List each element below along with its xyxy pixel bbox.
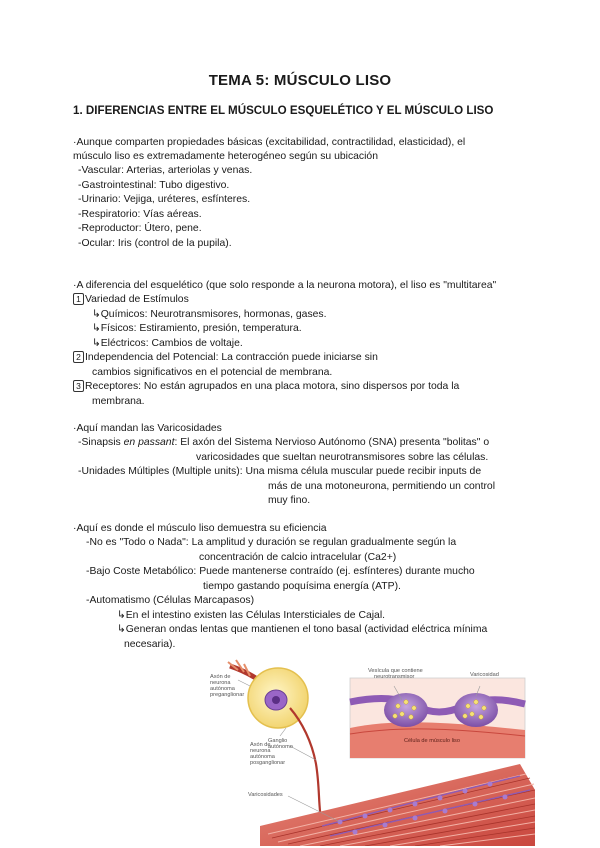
label-preganglionic: neurona <box>210 680 231 686</box>
cost-line-2: tiempo gastando poquísima energía (ATP). <box>203 581 401 592</box>
list-item-3 <box>73 380 459 394</box>
label-ganglion: autónomo <box>268 744 293 750</box>
units-line-3: muy fino. <box>268 495 311 506</box>
cajal-line: ↳En el intestino existen las Células Intersticiales de Cajal. <box>117 610 386 621</box>
number-box-1: 1 <box>73 293 84 305</box>
number-box-3: 3 <box>73 380 84 392</box>
stimulus-item: ↳Físicos: Estiramiento, presión, temperatura. <box>92 323 302 334</box>
label-postganglionic: neurona <box>250 748 271 754</box>
units-line-2: más de una motoneurona, permitiendo un control <box>268 481 496 492</box>
label-varicosity: Varicosidad <box>470 672 499 678</box>
slow-waves-line-2: necesaria). <box>124 639 176 650</box>
synapse-italic: en passant <box>123 437 175 448</box>
list-item-1 <box>73 293 189 307</box>
multitask-intro: ·A diferencia del esquelético (que solo responde a la neurona motora), el liso es "multitarea" <box>73 280 497 291</box>
label-vesicle: Vesícula que contiene <box>368 668 423 674</box>
synapse-prefix: -Sinapsis <box>78 437 124 448</box>
label-varicosities: Varicosidades <box>248 792 283 798</box>
label-postganglionic: autónoma <box>250 754 275 760</box>
all-or-none-line-1: -No es "Todo o Nada": La amplitud y duración se regulan gradualmente según la <box>86 537 457 548</box>
label-vesicle: neurotransmisor <box>374 674 415 680</box>
number-box-2: 2 <box>73 351 84 363</box>
all-or-none-line-2: concentración de calcio intracelular (Ca2+) <box>199 552 397 563</box>
page-title: TEMA 5: MÚSCULO LISO <box>208 72 392 89</box>
label-smooth-muscle-cell: Célula de músculo liso <box>404 738 460 744</box>
stimulus-item: ↳Químicos: Neurotransmisores, hormonas, gases. <box>92 309 327 320</box>
location-item: -Gastrointestinal: Tubo digestivo. <box>78 180 230 191</box>
location-item: -Urinario: Vejiga, uréteres, esfínteres. <box>78 194 251 205</box>
postganglionic-axon <box>290 708 322 826</box>
section-heading: 1. DIFERENCIAS ENTRE EL MÚSCULO ESQUELÉTICO Y EL MÚSCULO LISO <box>73 104 494 117</box>
intro-line-2: músculo liso es extremadamente heterogéneo según su ubicación <box>73 151 378 162</box>
label-postganglionic: posganglionar <box>250 760 286 766</box>
synapse-line-2: varicosidades que sueltan neurotransmisores sobre las células. <box>196 452 489 463</box>
label-preganglionic: Axón de <box>210 674 231 680</box>
list-item-2 <box>73 351 378 365</box>
location-item: -Vascular: Arterias, arteriolas y venas. <box>78 165 253 176</box>
label-ganglion: Ganglio <box>268 738 288 744</box>
receptors-line-2: membrana. <box>92 396 145 407</box>
inset-varicosity-left <box>384 693 428 727</box>
stimuli-label: Variedad de Estímulos <box>85 294 189 305</box>
location-item: -Ocular: Iris (control de la pupila). <box>78 238 232 249</box>
receptors-line-1: Receptores: No están agrupados en una placa motora, sino dispersos por toda la <box>85 381 460 392</box>
synapse-rest: : El axón del Sistema Nervioso Autónomo (SNA) presenta "bolitas" o <box>174 437 490 448</box>
label-preganglionic: autónoma <box>210 686 235 692</box>
inset-varicosity-right <box>454 693 498 727</box>
varicosities-intro: ·Aquí mandan las Varicosidades <box>73 423 222 434</box>
location-item: -Respiratorio: Vías aéreas. <box>78 209 202 220</box>
synapse-line-1 <box>78 436 489 450</box>
label-preganglionic: preganglionar <box>210 692 245 698</box>
units-line-1: -Unidades Múltiples (Multiple units): Una misma célula muscular puede recibir inputs de <box>78 466 482 477</box>
potential-line-1: Independencia del Potencial: La contracción puede iniciarse sin <box>85 352 378 363</box>
automatism-line: -Automatismo (Células Marcapasos) <box>86 595 255 606</box>
slow-waves-line-1: ↳Generan ondas lentas que mantienen el tono basal (actividad eléctrica mínima <box>117 624 488 635</box>
efficiency-intro: ·Aquí es donde el músculo liso demuestra su eficiencia <box>73 523 327 534</box>
intro-line-1: ·Aunque comparten propiedades básicas (excitabilidad, contractilidad, elasticidad), el <box>73 137 466 148</box>
location-item: -Reproductor: Útero, pene. <box>78 223 202 234</box>
stimulus-item: ↳Eléctricos: Cambios de voltaje. <box>92 338 243 349</box>
smooth-muscle-innervation-figure <box>190 650 535 846</box>
ganglion-nucleus <box>272 696 280 704</box>
cost-line-1: -Bajo Coste Metabólico: Puede mantenerse contraído (ej. esfínteres) durante mucho <box>86 566 475 577</box>
label-postganglionic: Axón de <box>250 742 271 748</box>
smooth-muscle-sheet <box>260 764 535 846</box>
potential-line-2: cambios significativos en el potencial de membrana. <box>92 367 333 378</box>
